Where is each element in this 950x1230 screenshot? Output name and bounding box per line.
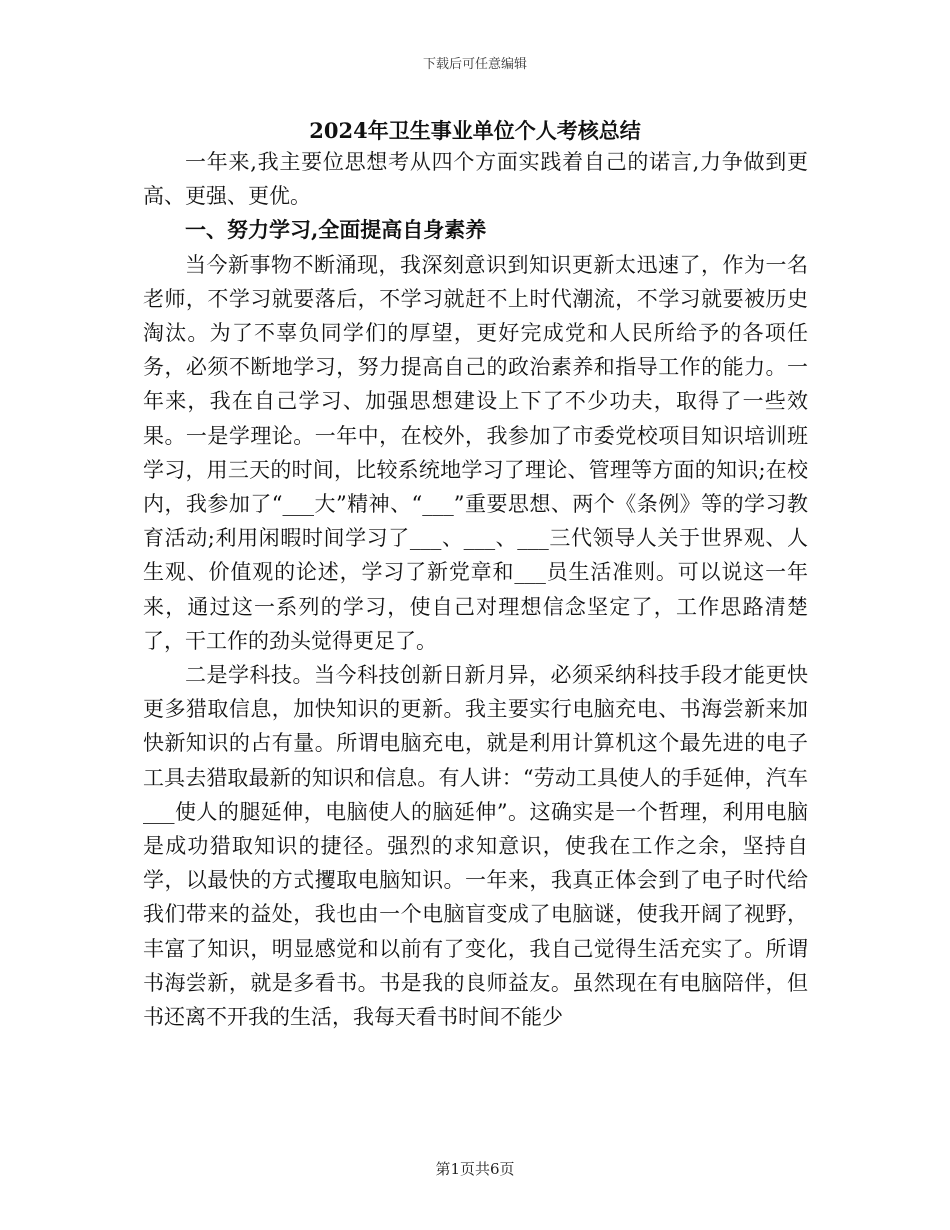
document-body <box>143 145 808 1034</box>
header-note: 下载后可任意编辑 <box>422 57 527 72</box>
page-title: 2024年卫生事业单位个人考核总结 <box>309 118 641 143</box>
body-paragraph: 二是学科技。当今科技创新日新月异，必须采纳科技手段才能更快更多猎取信息，加快知识的更新。我主要实行电脑充电、书海尝新来加快新知识的占有量。所谓电脑充电，就是利用计算机这个最先进的电子工具去猎取最新的知识和信息。有人讲：“劳动工具使人的手延伸，汽车___使人的腿延伸，电脑使人的脑延伸”。这确实是一个哲理，利用电脑是成功猎取知识的捷径。强烈的求知意识，使我在工作之余，坚持自学，以最快的方式攫取电脑知识。一年来，我真正体会到了电子时代给我们带来的益处，我也由一个电脑盲变成了电脑谜，使我开阔了视野，丰富了知识，明显感觉和以前有了变化，我自己觉得生活充实了。所谓书海尝新，就是多看书。书是我的良师益友。虽然现在有电脑陪伴，但书还离不开我的生活，我每天看书时间不能少 <box>143 663 808 1030</box>
page-number: 第1页共6页 <box>435 1160 515 1178</box>
body-paragraph: 当今新事物不断涌现，我深刻意识到知识更新太迅速了，作为一名老师，不学习就要落后，不学习就赶不上时代潮流，不学习就要被历史淘汰。为了不辜负同学们的厚望，更好完成党和人民所给予的各项任务，必须不断地学习，努力提高自己的政治素养和指导工作的能力。一年来，我在自己学习、加强思想建设上下了不少功夫，取得了一些效果。一是学理论。一年中，在校外，我参加了市委党校项目知识培训班学习，用三天的时间，比较系统地学习了理论、管理等方面的知识;在校内，我参加了“___大”精神、“___”重要思想、两个《条例》等的学习教育活动;利用闲暇时间学习了___、___、___三代领导人关于世界观、人生观、价值观的论述，学习了新党章和___员生活准则。可以说这一年来，通过这一系列的学习，使自己对理想信念坚定了，工作思路清楚了，干工作的劲头觉得更足了。 <box>143 252 808 653</box>
intro-paragraph: 一年来,我主要位思想考从四个方面实践着自己的诺言,力争做到更高、更强、更优。 <box>143 150 808 209</box>
section-heading: 一、努力学习,全面提高自身素养 <box>185 217 487 243</box>
